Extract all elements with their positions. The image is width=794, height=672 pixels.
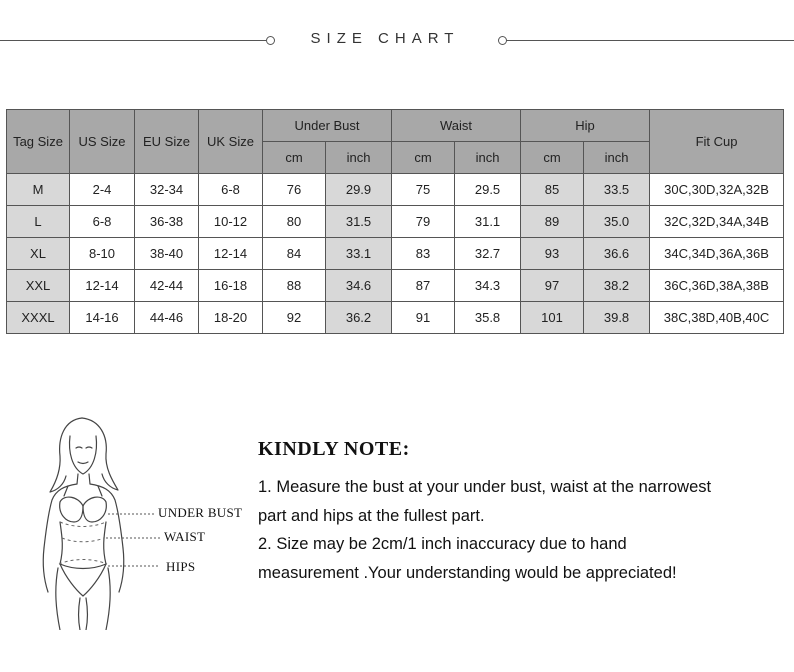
cell-uk-size: 10-12 xyxy=(199,206,263,238)
cell-waist-inch: 34.3 xyxy=(455,270,521,302)
table-row xyxy=(7,174,784,206)
cell-us-size: 8-10 xyxy=(70,238,135,270)
cell-uk-size: 18-20 xyxy=(199,302,263,334)
table-header-row xyxy=(7,110,784,142)
cell-us-size: 14-16 xyxy=(70,302,135,334)
cell-hip-cm: 97 xyxy=(521,270,584,302)
cell-hip-inch: 33.5 xyxy=(584,174,650,206)
table-row xyxy=(7,270,784,302)
size-table xyxy=(6,109,784,334)
cell-tag-size: XL xyxy=(7,238,70,270)
cell-tag-size: L xyxy=(7,206,70,238)
cell-waist-cm: 87 xyxy=(392,270,455,302)
measurement-figure xyxy=(20,410,260,630)
subheader-waist-cm: cm xyxy=(392,142,455,174)
cell-waist-inch: 31.1 xyxy=(455,206,521,238)
cell-waist-inch: 32.7 xyxy=(455,238,521,270)
note-title: KINDLY NOTE: xyxy=(258,438,410,460)
table-row xyxy=(7,302,784,334)
subheader-bust-cm: cm xyxy=(263,142,326,174)
cell-bust-inch: 33.1 xyxy=(326,238,392,270)
header-rule-left xyxy=(0,40,266,41)
cell-fit-cup: 38C,38D,40B,40C xyxy=(650,302,784,334)
cell-eu-size: 44-46 xyxy=(135,302,199,334)
cell-hip-cm: 93 xyxy=(521,238,584,270)
cell-hip-inch: 35.0 xyxy=(584,206,650,238)
table-row xyxy=(7,238,784,270)
cell-bust-cm: 80 xyxy=(263,206,326,238)
size-chart-header xyxy=(0,26,794,56)
cell-waist-cm: 79 xyxy=(392,206,455,238)
subheader-hip-inch: inch xyxy=(584,142,650,174)
cell-fit-cup: 34C,34D,36A,36B xyxy=(650,238,784,270)
page-title: SIZE CHART xyxy=(310,30,460,47)
cell-tag-size: M xyxy=(7,174,70,206)
under-bust-label: UNDER BUST xyxy=(158,505,243,520)
header-eu-size: EU Size xyxy=(135,110,199,174)
note-line: 1. Measure the bust at your under bust, waist at the narrowest xyxy=(258,478,712,496)
cell-bust-cm: 92 xyxy=(263,302,326,334)
cell-hip-inch: 39.8 xyxy=(584,302,650,334)
subheader-hip-cm: cm xyxy=(521,142,584,174)
cell-waist-cm: 83 xyxy=(392,238,455,270)
cell-eu-size: 32-34 xyxy=(135,174,199,206)
header-fit-cup: Fit Cup xyxy=(650,110,784,174)
header-uk-size: UK Size xyxy=(199,110,263,174)
cell-fit-cup: 30C,30D,32A,32B xyxy=(650,174,784,206)
cell-bust-inch: 36.2 xyxy=(326,302,392,334)
cell-hip-inch: 36.6 xyxy=(584,238,650,270)
kindly-note xyxy=(258,438,778,587)
note-line: part and hips at the fullest part. xyxy=(258,506,485,525)
table-row xyxy=(7,206,784,238)
cell-uk-size: 6-8 xyxy=(199,174,263,206)
waist-label: WAIST xyxy=(164,529,206,544)
cell-us-size: 6-8 xyxy=(70,206,135,238)
note-line: measurement .Your understanding would be appreciated! xyxy=(258,563,677,582)
header-dot-left-icon xyxy=(266,36,275,45)
cell-waist-inch: 29.5 xyxy=(455,174,521,206)
cell-us-size: 12-14 xyxy=(70,270,135,302)
cell-bust-inch: 29.9 xyxy=(326,174,392,206)
hips-label: HIPS xyxy=(166,559,196,574)
cell-tag-size: XXL xyxy=(7,270,70,302)
cell-eu-size: 38-40 xyxy=(135,238,199,270)
cell-bust-cm: 84 xyxy=(263,238,326,270)
header-tag-size: Tag Size xyxy=(7,110,70,174)
subheader-bust-inch: inch xyxy=(326,142,392,174)
cell-tag-size: XXXL xyxy=(7,302,70,334)
cell-hip-inch: 38.2 xyxy=(584,270,650,302)
header-under-bust: Under Bust xyxy=(263,110,392,142)
subheader-waist-inch: inch xyxy=(455,142,521,174)
cell-waist-cm: 91 xyxy=(392,302,455,334)
cell-eu-size: 42-44 xyxy=(135,270,199,302)
cell-hip-cm: 101 xyxy=(521,302,584,334)
cell-fit-cup: 36C,36D,38A,38B xyxy=(650,270,784,302)
woman-figure-icon xyxy=(20,410,160,630)
cell-hip-cm: 85 xyxy=(521,174,584,206)
cell-bust-cm: 88 xyxy=(263,270,326,302)
cell-bust-inch: 31.5 xyxy=(326,206,392,238)
cell-eu-size: 36-38 xyxy=(135,206,199,238)
cell-bust-cm: 76 xyxy=(263,174,326,206)
cell-us-size: 2-4 xyxy=(70,174,135,206)
cell-uk-size: 16-18 xyxy=(199,270,263,302)
note-line: 2. Size may be 2cm/1 inch inaccuracy due to hand xyxy=(258,535,627,553)
header-hip: Hip xyxy=(521,110,650,142)
cell-uk-size: 12-14 xyxy=(199,238,263,270)
cell-fit-cup: 32C,32D,34A,34B xyxy=(650,206,784,238)
cell-waist-inch: 35.8 xyxy=(455,302,521,334)
cell-waist-cm: 75 xyxy=(392,174,455,206)
header-us-size: US Size xyxy=(70,110,135,174)
cell-hip-cm: 89 xyxy=(521,206,584,238)
cell-bust-inch: 34.6 xyxy=(326,270,392,302)
header-waist: Waist xyxy=(392,110,521,142)
header-rule-right xyxy=(506,40,794,41)
